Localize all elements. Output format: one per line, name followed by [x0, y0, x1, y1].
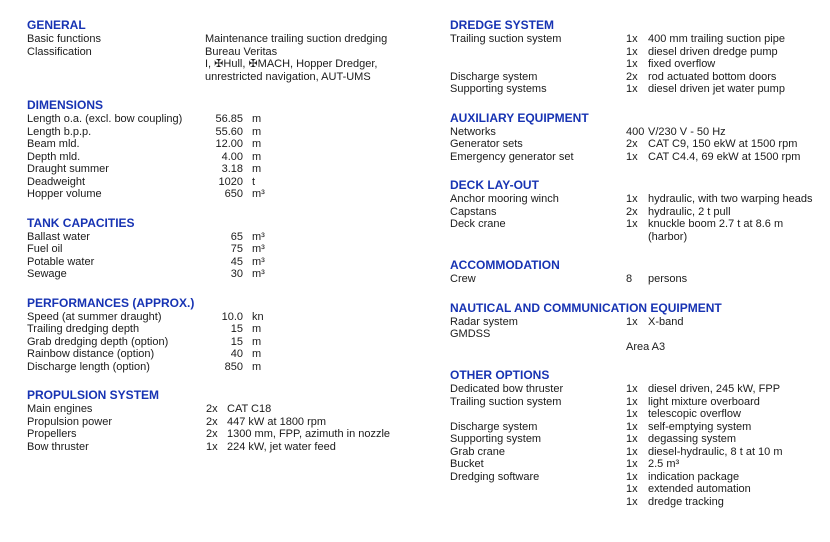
- row-quantity: [626, 231, 648, 244]
- row-value: diesel driven jet water pump: [648, 83, 785, 95]
- row-value: hydraulic, with two warping heads: [648, 193, 813, 205]
- row-label: [27, 71, 205, 84]
- spec-row: [27, 126, 429, 139]
- spec-row: [450, 273, 822, 286]
- row-label: Trailing dredging depth: [27, 323, 140, 335]
- spec-row: [27, 138, 429, 151]
- row-quantity: 1x: [626, 58, 638, 70]
- spec-row: [450, 83, 822, 96]
- row-label: Crew: [450, 273, 476, 285]
- section-accommodation: [450, 259, 822, 286]
- row-unit: t: [252, 175, 256, 188]
- spec-row: [450, 483, 822, 496]
- row-quantity: 1x: [626, 495, 638, 508]
- spec-row: [450, 71, 822, 84]
- row-quantity: 1x: [626, 315, 638, 328]
- row-unit: m: [252, 125, 262, 138]
- row-value: diesel-hydraulic, 8 t at 10 m: [648, 445, 783, 458]
- spec-row: [450, 421, 822, 434]
- row-gap: [243, 311, 252, 324]
- spec-row: [27, 113, 429, 126]
- row-unit: m: [252, 150, 262, 163]
- row-value: 65: [230, 230, 243, 243]
- spec-row: [450, 471, 822, 484]
- section-deck-lay-out: [450, 179, 822, 243]
- row-quantity: 1x: [626, 483, 638, 495]
- row-quantity: 2x: [626, 205, 638, 218]
- row-gap: [243, 336, 252, 349]
- row-quantity: 1x: [626, 45, 638, 58]
- row-value: knuckle boom 2.7 t at 8.6 m: [648, 218, 784, 230]
- row-value: unrestricted navigation, AUT-UMS: [205, 70, 371, 83]
- row-label: Dredging software: [450, 470, 540, 483]
- row-unit: m: [252, 113, 262, 125]
- row-unit: m: [252, 138, 262, 150]
- row-gap: [243, 126, 252, 139]
- row-value: 45: [230, 255, 243, 268]
- row-unit: m³: [252, 188, 265, 200]
- row-label: Main engines: [27, 403, 93, 415]
- row-value: 447 kW at 1800 rpm: [227, 415, 327, 428]
- section-heading: GENERAL: [27, 18, 86, 32]
- section-auxiliary-equipment: [450, 112, 822, 164]
- row-label: Hopper volume: [27, 188, 102, 200]
- section-heading: ACCOMMODATION: [450, 258, 560, 272]
- spec-row: [27, 336, 429, 349]
- row-label: Length b.p.p.: [27, 125, 92, 138]
- row-label: Anchor mooring winch: [450, 193, 559, 205]
- row-gap: [243, 256, 252, 269]
- spec-row: [450, 408, 822, 421]
- row-value: Area A3: [626, 340, 666, 353]
- row-value: light mixture overboard: [648, 395, 760, 408]
- row-quantity: 1x: [626, 458, 638, 470]
- section-general: [27, 19, 429, 83]
- row-label: Discharge length (option): [27, 360, 150, 373]
- section-propulsion-system: [27, 389, 429, 453]
- row-gap: [243, 231, 252, 244]
- spec-row: [27, 323, 429, 336]
- row-label: Grab dredging depth (option): [27, 335, 169, 348]
- row-quantity: 1x: [626, 470, 638, 483]
- spec-row: [450, 58, 822, 71]
- row-label: Potable water: [27, 255, 95, 268]
- spec-row: [27, 268, 429, 281]
- row-quantity: 1x: [626, 33, 638, 45]
- row-label: Grab crane: [450, 445, 506, 458]
- row-quantity: 2x: [626, 138, 638, 150]
- section-heading: TANK CAPACITIES: [27, 215, 135, 230]
- row-value: I, ✠Hull, ✠MACH, Hopper Dredger,: [205, 58, 378, 70]
- row-label: Propellers: [27, 428, 77, 440]
- row-quantity: 1x: [626, 193, 638, 205]
- row-unit: m: [252, 360, 262, 373]
- row-quantity: 2x: [626, 70, 638, 83]
- row-value: 15: [230, 323, 243, 335]
- row-quantity: 2x: [206, 403, 218, 415]
- row-unit: m: [252, 163, 262, 175]
- row-quantity: 1x: [626, 395, 638, 408]
- row-value: diesel driven, 245 kW, FPP: [648, 383, 781, 395]
- spec-row: [27, 188, 429, 201]
- row-value: telescopic overflow: [648, 408, 741, 420]
- spec-row: [27, 428, 429, 441]
- row-value: hydraulic, 2 t pull: [648, 205, 731, 218]
- row-label: Trailing suction system: [450, 395, 562, 408]
- spec-row: [450, 446, 822, 459]
- row-value: CAT C18: [227, 403, 272, 415]
- row-label: Networks: [450, 125, 496, 138]
- section-heading: OTHER OPTIONS: [450, 368, 550, 382]
- row-unit: m: [252, 335, 262, 348]
- row-quantity: 2x: [206, 415, 218, 428]
- row-label: [450, 483, 626, 496]
- spec-row: [450, 231, 822, 244]
- spec-row: [27, 58, 429, 71]
- row-quantity: 1x: [206, 440, 218, 453]
- row-value: X-band: [648, 315, 684, 328]
- row-gap: [243, 138, 252, 151]
- row-value: Maintenance trailing suction dredging: [205, 33, 388, 45]
- row-gap: [243, 176, 252, 189]
- section-tank-capacities: [27, 217, 429, 281]
- spec-row: [27, 33, 429, 46]
- row-label: Discharge system: [450, 70, 538, 83]
- row-label: GMDSS: [450, 328, 491, 340]
- row-quantity: 1x: [626, 420, 638, 433]
- row-label: [450, 58, 626, 71]
- row-label: Dedicated bow thruster: [450, 383, 564, 395]
- row-value: 850: [224, 360, 243, 373]
- row-value: diesel driven dredge pump: [648, 45, 778, 58]
- row-label: [27, 58, 205, 71]
- row-value: CAT C4.4, 69 ekW at 1500 rpm: [648, 150, 801, 163]
- spec-row: [450, 193, 822, 206]
- row-label: [450, 408, 626, 421]
- row-unit: kn: [252, 310, 264, 323]
- spec-row: [27, 163, 429, 176]
- section-heading: PROPULSION SYSTEM: [27, 388, 160, 402]
- row-label: Sewage: [27, 268, 67, 280]
- spec-row: [27, 46, 429, 59]
- row-label: Propulsion power: [27, 415, 112, 428]
- section-performances-approx: [27, 297, 429, 374]
- row-value: 1300 mm, FPP, azimuth in nozzle: [227, 428, 391, 440]
- row-value: 3.18: [221, 163, 243, 175]
- row-label: Fuel oil: [27, 243, 63, 255]
- row-quantity: 1x: [626, 83, 638, 95]
- row-label: Bow thruster: [27, 440, 89, 453]
- section-dredge-system: [450, 19, 822, 96]
- row-value: extended automation: [648, 483, 751, 495]
- row-label: [450, 231, 626, 244]
- spec-row: [450, 126, 822, 139]
- row-label: Trailing suction system: [450, 33, 562, 45]
- row-value: 4.00: [221, 150, 243, 163]
- spec-column-left: [27, 19, 429, 469]
- row-value: fixed overflow: [648, 58, 716, 70]
- row-gap: [243, 151, 252, 164]
- row-value: Bureau Veritas: [205, 45, 278, 58]
- row-label: Classification: [27, 45, 92, 58]
- row-label: Emergency generator set: [450, 150, 574, 163]
- section-heading: AUXILIARY EQUIPMENT: [450, 110, 589, 125]
- row-value: 55.60: [215, 125, 243, 138]
- spec-column-right: [450, 19, 822, 524]
- row-unit: m³: [252, 268, 265, 280]
- row-quantity: [626, 328, 648, 341]
- spec-row: [450, 383, 822, 396]
- section-heading: NAUTICAL AND COMMUNICATION EQUIPMENT: [450, 300, 722, 315]
- row-value: 75: [230, 243, 243, 255]
- row-value: 40: [230, 348, 243, 360]
- row-label: Ballast water: [27, 230, 90, 243]
- row-label: Radar system: [450, 315, 518, 328]
- section-heading: DECK LAY-OUT: [450, 178, 539, 192]
- section-nautical-and-communication-equipment: [450, 302, 822, 354]
- row-unit: m³: [252, 230, 265, 243]
- spec-row: [27, 403, 429, 416]
- row-quantity: 1x: [626, 433, 638, 445]
- row-label: Deadweight: [27, 175, 86, 188]
- row-label: Basic functions: [27, 33, 101, 45]
- row-label: [450, 496, 626, 509]
- row-label: Length o.a. (excl. bow coupling): [27, 113, 183, 125]
- spec-row: [450, 206, 822, 219]
- spec-row: [27, 441, 429, 454]
- spec-row: [27, 416, 429, 429]
- row-value: (harbor): [648, 230, 688, 243]
- row-label: Bucket: [450, 458, 484, 470]
- row-label: Rainbow distance (option): [27, 348, 155, 360]
- spec-row: [450, 396, 822, 409]
- row-gap: [243, 113, 252, 126]
- row-unit: m: [252, 348, 262, 360]
- row-value: self-emptying system: [648, 420, 752, 433]
- row-quantity: 1x: [626, 150, 638, 163]
- section-heading: PERFORMANCES (APPROX.): [27, 295, 195, 310]
- spec-row: [27, 243, 429, 256]
- row-label: Speed (at summer draught): [27, 310, 162, 323]
- row-quantity: 1x: [626, 445, 638, 458]
- row-quantity: 1x: [626, 408, 638, 420]
- section-dimensions: [27, 99, 429, 201]
- spec-row: [450, 458, 822, 471]
- row-quantity: 1x: [626, 218, 638, 230]
- row-label: Supporting system: [450, 433, 542, 445]
- row-value: 2.5 m³: [648, 458, 680, 470]
- section-other-options: [450, 369, 822, 508]
- row-quantity: 400: [626, 125, 645, 138]
- row-value: 650: [224, 188, 243, 200]
- row-gap: [243, 188, 252, 201]
- spec-row: [27, 256, 429, 269]
- row-label: Supporting systems: [450, 83, 547, 95]
- row-gap: [243, 268, 252, 281]
- row-label: Draught summer: [27, 163, 109, 175]
- row-value: degassing system: [648, 433, 737, 445]
- spec-row: [450, 433, 822, 446]
- spec-row: [27, 71, 429, 84]
- row-value: V/230 V - 50 Hz: [648, 125, 726, 138]
- row-label: [450, 46, 626, 59]
- row-label: Generator sets: [450, 138, 523, 150]
- spec-row: [27, 151, 429, 164]
- section-heading: DREDGE SYSTEM: [450, 18, 555, 32]
- row-value: 56.85: [215, 113, 243, 125]
- row-value: 1020: [218, 175, 243, 188]
- spec-row: [450, 218, 822, 231]
- row-gap: [243, 361, 252, 374]
- row-value: dredge tracking: [648, 495, 724, 508]
- row-unit: m³: [252, 255, 265, 268]
- row-value: 400 mm trailing suction pipe: [648, 33, 785, 45]
- row-value: 10.0: [221, 310, 243, 323]
- row-label: Deck crane: [450, 218, 506, 230]
- row-value: 224 kW, jet water feed: [227, 440, 336, 453]
- spec-row: [27, 176, 429, 189]
- spec-row: [450, 33, 822, 46]
- spec-row: [450, 138, 822, 151]
- row-value: 15: [230, 335, 243, 348]
- spec-row: [27, 231, 429, 244]
- row-label: Depth mld.: [27, 150, 81, 163]
- row-gap: [243, 348, 252, 361]
- spec-row: [27, 311, 429, 324]
- row-gap: [243, 323, 252, 336]
- row-quantity: 2x: [206, 428, 218, 440]
- spec-row: [27, 361, 429, 374]
- row-value: indication package: [648, 470, 740, 483]
- row-quantity: 1x: [626, 383, 638, 395]
- spec-row: [450, 316, 822, 329]
- section-heading: DIMENSIONS: [27, 98, 104, 112]
- row-label: Beam mld.: [27, 138, 80, 150]
- row-value: rod actuated bottom doors: [648, 70, 777, 83]
- row-gap: [243, 243, 252, 256]
- spec-row: [450, 328, 822, 353]
- row-value: persons: [648, 273, 688, 285]
- row-value: CAT C9, 150 ekW at 1500 rpm: [648, 138, 798, 150]
- row-label: Capstans: [450, 205, 497, 218]
- spec-row: [450, 496, 822, 509]
- row-value: 30: [230, 268, 243, 280]
- row-unit: m³: [252, 243, 265, 255]
- row-unit: m: [252, 323, 262, 335]
- row-value: 12.00: [215, 138, 243, 150]
- row-quantity: 8: [626, 273, 633, 285]
- spec-row: [27, 348, 429, 361]
- row-label: Discharge system: [450, 420, 538, 433]
- spec-row: [450, 46, 822, 59]
- row-gap: [243, 163, 252, 176]
- spec-row: [450, 151, 822, 164]
